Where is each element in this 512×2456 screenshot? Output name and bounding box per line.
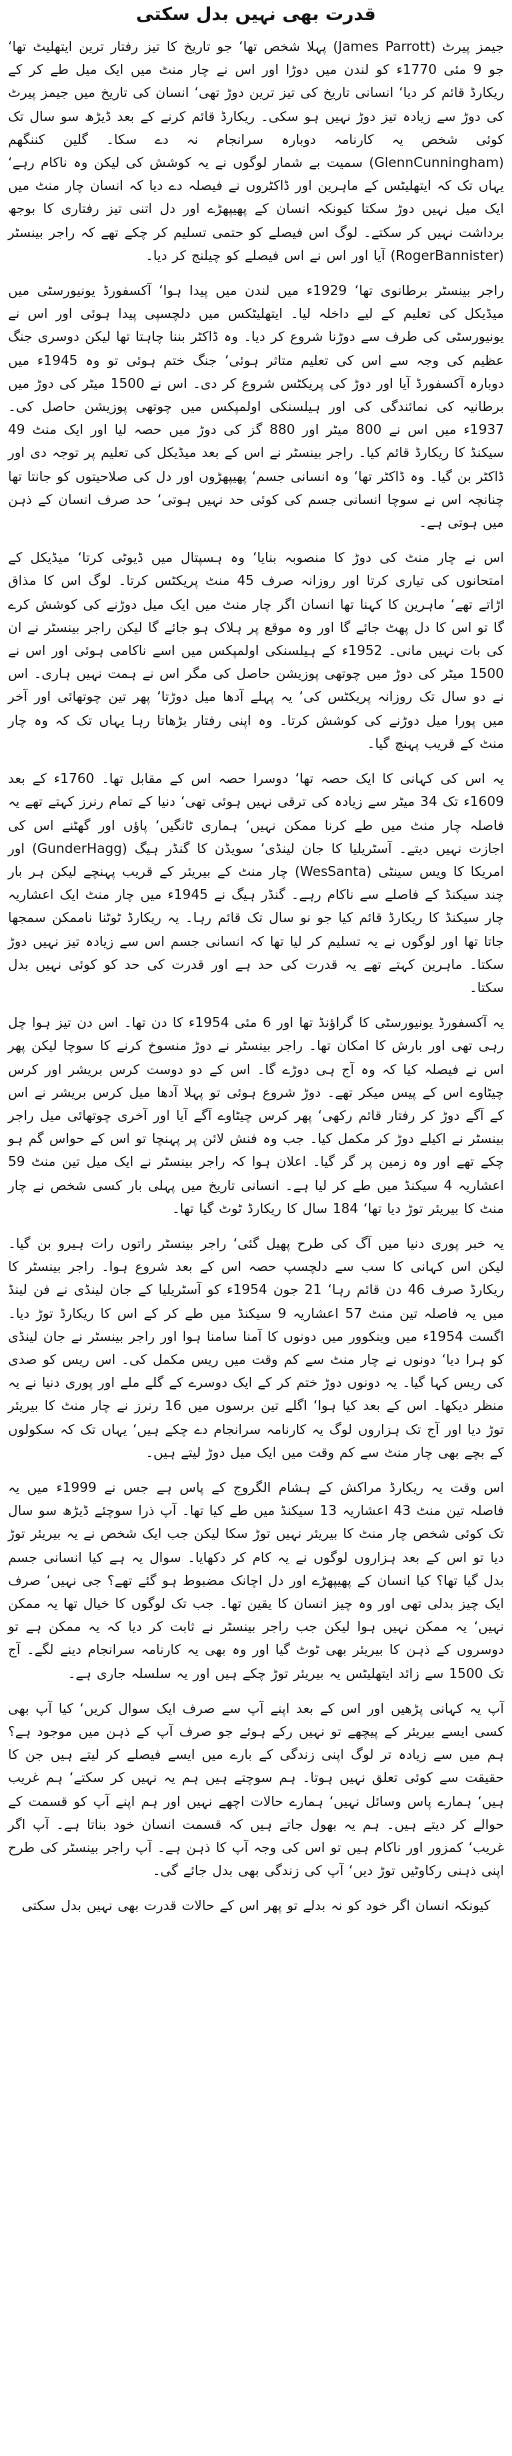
article-title: قدرت بھی نہیں بدل سکتی [136,4,376,25]
article-paragraph: آپ یہ کہانی پڑھیں اور اس کے بعد اپنے آپ سے صرف ایک سوال کریں‘ کیا آپ بھی کسی ایسے بیریئر کے پیچھے تو نہیں رکے ہوئے جو صرف آپ کے ذہن میں موجود ہے؟ ہم میں سے زیادہ تر لوگ اپنی زندگی کے بارے میں ایسے فیصلے کر لیتے ہیں جن کا حقیقت سے کوئی تعلق نہیں ہوتا۔ ہم سوچتے ہیں ہم یہ نہیں کر سکتے‘ ہم غریب ہیں‘ ہمارے پاس وسائل نہیں‘ ہمارے حالات اچھے نہیں اور ہم اپنے آپ کو قسمت کے حوالے کر دیتے ہیں۔ ہم یہ بھول جاتے ہیں کہ قسمت انسان خود بناتا ہے۔ آپ اگر غریب‘ کمزور اور ناکام ہیں تو اس کی وجہ آپ کا ذہن ہے۔ آپ راجر بینسٹر کی طرح اپنی ذہنی رکاوٹیں توڑ دیں‘ آپ کی زندگی بھی بدل جائے گی۔ [8,1701,504,1880]
article-paragraph: یہ آکسفورڈ یونیورسٹی کا گراؤنڈ تھا اور 6 مئی 1954ء کا دن تھا۔ اس دن تیز ہوا چل رہی تھی اور بارش کا امکان تھا۔ راجر بینسٹر نے دوڑ منسوخ کرنے کا سوچا لیکن پھر اس نے فیصلہ کیا کہ وہ آج ہی دوڑے گا۔ اس کے دو دوست کرس بریشر اور کرس چیٹاوے اس کے پیس میکر تھے۔ دوڑ شروع ہوئی تو پہلا آدھا میل کرس بریشر نے اس کے آگے دوڑ کر رفتار قائم رکھی‘ پھر کرس چیٹاوے آگے آیا اور آخری چوتھائی میل راجر بینسٹر نے اکیلے دوڑ کر مکمل کیا۔ جب وہ فنش لائن پر پہنچا تو اس کے حواس گم ہو چکے تھے اور وہ زمین پر گر گیا۔ اعلان ہوا کہ راجر بینسٹر نے ایک میل تین منٹ 59 اعشاریہ 4 سیکنڈ میں طے کر لیا ہے۔ انسانی تاریخ میں پہلی بار کسی شخص نے چار منٹ کا بیریئر توڑ دیا تھا‘ 184 سال کا ریکارڈ ٹوٹ گیا تھا۔ [8,1016,504,1217]
article-paragraph: اس نے چار منٹ کی دوڑ کا منصوبہ بنایا‘ وہ ہسپتال میں ڈیوٹی کرتا‘ میڈیکل کے امتحانوں کی تیاری کرتا اور روزانہ صرف 45 منٹ پریکٹس کرتا۔ لوگ اس کا مذاق اڑاتے تھے‘ ماہرین کا کہنا تھا انسان اگر چار منٹ میں ایک میل دوڑنے کی کوشش کرے گا تو اس کا دل پھٹ جائے گا اور وہ موقع پر ہلاک ہو جائے گا لیکن راجر بینسٹر نے ان کی بات نہیں مانی۔ 1952ء کے ہیلسنکی اولمپکس میں اسے ناکامی ہوئی اور اس نے 1500 میٹر کی دوڑ میں چوتھی پوزیشن حاصل کی مگر اس نے ہمت نہیں ہاری۔ اس نے دو سال تک روزانہ پریکٹس کی‘ یہ پہلے آدھا میل دوڑتا‘ پھر تین چوتھائی اور آخر میں پورا میل دوڑنے کی کوشش کرتا۔ وہ اپنی رفتار بڑھاتا رہا یہاں تک کہ وہ چار منٹ کے قریب پہنچ گیا۔ [8,551,504,752]
article-paragraph: یہ خبر پوری دنیا میں آگ کی طرح پھیل گئی‘ راجر بینسٹر راتوں رات ہیرو بن گیا۔ لیکن اس کہانی کا سب سے دلچسپ حصہ اس کے بعد شروع ہوا۔ راجر بینسٹر کا ریکارڈ صرف 46 دن قائم رہا‘ 21 جون 1954ء کو آسٹریلیا کے جان لینڈی نے فن لینڈ میں یہ فاصلہ تین منٹ 57 اعشاریہ 9 سیکنڈ میں طے کر کے اس کا ریکارڈ توڑ دیا۔ اگست 1954ء میں وینکوور میں دونوں کا آمنا سامنا ہوا اور راجر بینسٹر نے جان لینڈی کو ہرا دیا‘ دونوں نے چار منٹ سے کم وقت میں ریس مکمل کی۔ اس ریس کو صدی کی ریس کہا گیا۔ یہ دونوں دوڑ ختم کر کے ایک دوسرے کے گلے ملے اور پوری دنیا نے یہ منظر دیکھا۔ اس کے بعد کیا ہوا‘ اگلے تین برسوں میں 16 رنرز نے چار منٹ کا بیریئر توڑ دیا اور آج تک ہزاروں لوگ یہ کارنامہ سرانجام دے چکے ہیں‘ یہاں تک کہ سکولوں کے بچے بھی چار منٹ سے کم وقت میں ایک میل دوڑ لیتے ہیں۔ [8,1236,504,1461]
article-paragraph: جیمز پیرٹ (James Parrott) پہلا شخص تھا‘ جو تاریخ کا تیز رفتار ترین ایتھلیٹ تھا‘ جو 9 مئی 1770ء کو لندن میں دوڑا اور اس نے چار منٹ میں ایک میل طے کر کے ریکارڈ قائم کر دیا‘ انسانی تاریخ کی تیز ترین دوڑ تھی‘ انسان کی تاریخ میں جیمز پیرٹ کی دوڑ سے زیادہ تیز دوڑ نہیں ہو سکی۔ ریکارڈ قائم کرنے کے بعد ڈیڑھ سو سال تک کوئی شخص یہ کارنامہ دوبارہ سرانجام نہ دے سکا۔ گلین کننگھم (GlennCunningham) سمیت بے شمار لوگوں نے یہ کوشش کی لیکن وہ ناکام رہے‘ یہاں تک کہ ایتھلیٹس کے ماہرین اور ڈاکٹروں نے فیصلہ دے دیا کہ انسان چار منٹ میں ایک میل نہیں دوڑ سکتا کیونکہ انسان کے پھیپھڑے اور دل اتنی تیز رفتاری کا بوجھ برداشت نہیں کر سکتے۔ لوگ اس فیصلے کو حتمی تسلیم کر چکے تھے کہ راجر بینسٹر (RogerBannister) آیا اور اس نے اس فیصلے کو چیلنج کر دیا۔ [8,40,505,264]
article-paragraph: یہ اس کی کہانی کا ایک حصہ تھا‘ دوسرا حصہ اس کے مقابل تھا۔ 1760ء کے بعد 1609ء تک 34 میٹر سے زیادہ کی ترقی نہیں ہوئی تھی‘ دنیا کے تمام رنرز کہتے تھے یہ فاصلہ چار منٹ میں طے کرنا ممکن نہیں‘ ہماری ٹانگیں‘ پاؤں اور گھٹنے اس کی اجازت نہیں دیتے۔ آسٹریلیا کا جان لینڈی‘ سویڈن کا گنڈر ہیگ (GunderHagg) اور امریکا کا ویس سینٹی (WesSanta) چار منٹ کے بیریئر کے قریب پہنچے لیکن ہر بار چند سیکنڈ کے فاصلے سے ناکام رہے۔ گنڈر ہیگ نے 1945ء میں چار منٹ ایک اعشاریہ چار سیکنڈ کا ریکارڈ قائم کیا جو نو سال تک قائم رہا۔ یہ ریکارڈ ٹوٹنا ناممکن سمجھا جاتا تھا اور لوگوں نے یہ تسلیم کر لیا تھا کہ انسانی جسم اس سے زیادہ تیز نہیں دوڑ سکتا۔ ماہرین کہتے تھے یہ قدرت کی حد ہے اور قدرت کی حد کو کوئی نہیں بدل سکتا۔ [8,772,504,996]
article-paragraph: راجر بینسٹر برطانوی تھا‘ 1929ء میں لندن میں پیدا ہوا‘ آکسفورڈ یونیورسٹی میں میڈیکل کی تعلیم کے لیے داخلہ لیا۔ ایتھلیٹکس میں دلچسپی پیدا ہوئی اور اس نے یونیورسٹی کی طرف سے دوڑنا شروع کر دیا۔ وہ ڈاکٹر بننا چاہتا تھا لیکن دوسری جنگ عظیم کی وجہ سے اس کی تعلیم متاثر ہوئی‘ جنگ ختم ہوئی تو وہ 1945ء میں دوبارہ آکسفورڈ آیا اور دوڑ کی پریکٹس شروع کر دی۔ اس نے 1500 میٹر کی دوڑ میں برطانیہ کی نمائندگی کی اور ہیلسنکی اولمپکس میں چوتھی پوزیشن حاصل کی۔ 1937ء میں اس نے 800 میٹر اور 880 گز کی دوڑ میں حصہ لیا اور ایک منٹ 49 سیکنڈ کا ریکارڈ قائم کیا۔ راجر بینسٹر نے اس کے بعد میڈیکل کی تعلیم پر توجہ دی اور ڈاکٹر بن گیا۔ وہ ڈاکٹر تھا‘ وہ انسانی جسم‘ پھیپھڑوں اور دل کی صلاحیتوں کو جانتا تھا چنانچہ اس نے سوچا انسانی جسم کی کوئی حد نہیں ہوتی‘ حد صرف انسان کے ذہن میں ہوتی ہے۔ [8,284,505,532]
article-closing-line: کیونکہ انسان اگر خود کو نہ بدلے تو پھر اس کے حالات قدرت بھی نہیں بدل سکتی [21,1899,491,1915]
article-paragraph: اس وقت یہ ریکارڈ مراکش کے ہشام الگروج کے پاس ہے جس نے 1999ء میں یہ فاصلہ تین منٹ 43 اعشاریہ 13 سیکنڈ میں طے کیا تھا۔ آپ ذرا سوچئے ڈیڑھ سو سال تک کوئی شخص چار منٹ کا بیریئر نہیں توڑ سکا لیکن جب ایک شخص نے یہ بیریئر توڑ دیا تو اس کے بعد ہزاروں لوگوں نے یہ کام کر دکھایا۔ سوال یہ ہے کیا انسانی جسم بدل گیا تھا؟ کیا انسان کے پھیپھڑے اور دل اچانک مضبوط ہو گئے تھے؟ جی نہیں‘ صرف ایک چیز بدلی تھی اور وہ چیز انسان کا یقین تھا۔ جب تک لوگوں کا خیال تھا یہ ممکن نہیں‘ یہ ممکن نہیں ہوا لیکن جب راجر بینسٹر نے ثابت کر دیا کہ یہ ممکن ہے تو دوسروں کے ذہن کا بیریئر بھی ٹوٹ گیا اور وہ بھی یہ کارنامہ سرانجام دینے لگے۔ آج تک 1500 سے زائد ایتھلیٹس یہ بیریئر توڑ چکے ہیں اور یہ سلسلہ جاری ہے۔ [8,1480,504,1682]
